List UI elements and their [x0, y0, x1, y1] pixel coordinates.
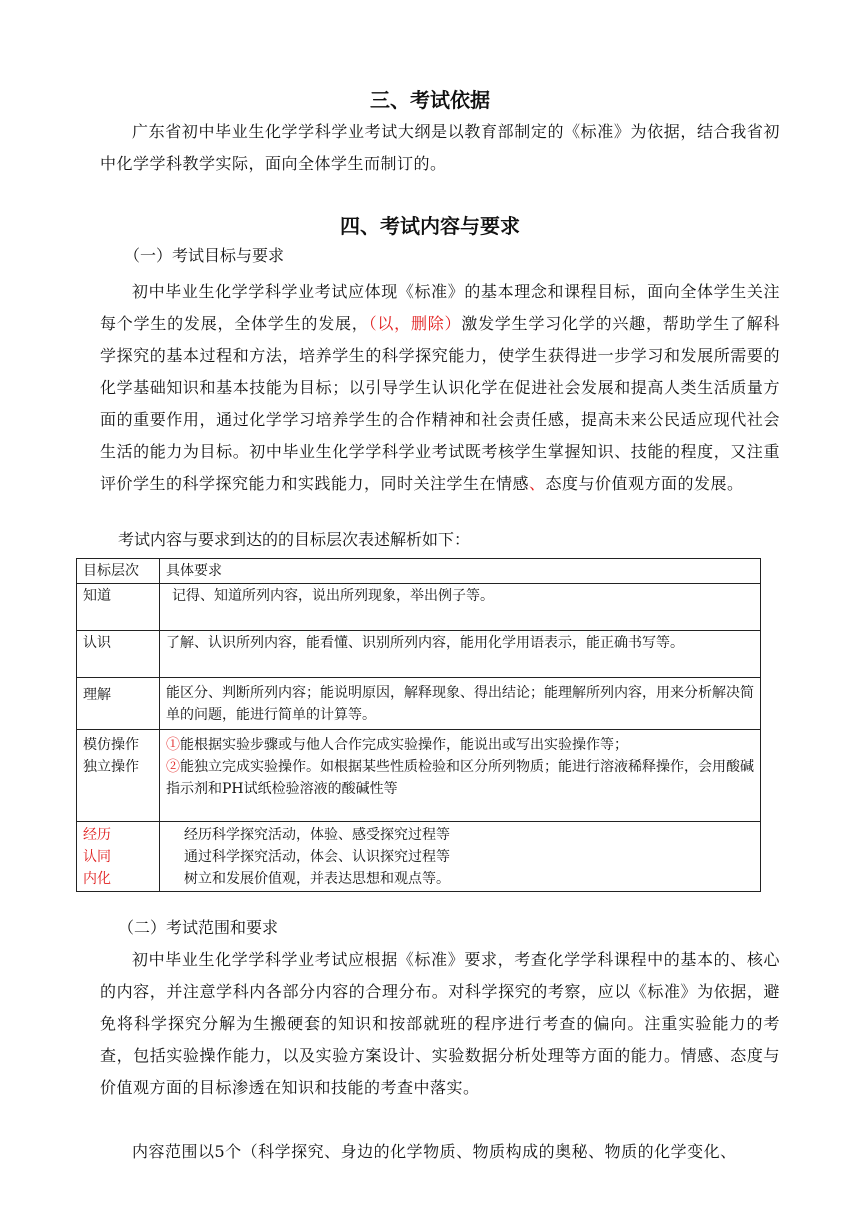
requirement-item-1: ①能根据实验步骤或与他人合作完成实验操作，能说出或写出实验操作等； — [166, 737, 628, 753]
table-intro: 考试内容与要求到达的的目标层次表述解析如下： — [118, 530, 471, 549]
requirement-cell: 了解、认识所列内容，能看懂、识别所列内容，能用化学用语表示，能正确书写等。 — [160, 631, 761, 678]
para1-text-b: 激发学生学习化学的兴趣，帮助学生了解科学探究的基本过程和方法，培养学生的科学探究能力，使学生获得进一步学习和发展所需要的化学基础知识和基本技能为目标；以引导学生认识化学在促进社会发展和提高人类生活质量方面的重要作用，通过化学学习培养学生的合作精神和社会责任感，提高未来公民适应现代社会生活的能力为目标。初中毕业生化学学科学业考试既考核学生掌握知识、技能的程度，又注重评价学生的科学探究能力和实践能力，同时关注学生在情感 — [100, 314, 780, 493]
subheading-exam-scope: （二）考试范围和要求 — [118, 918, 279, 937]
level-independent: 独立操作 — [83, 759, 139, 775]
requirement-cell — [160, 730, 761, 822]
level-cell — [77, 822, 160, 892]
level-internalize: 内化 — [83, 871, 111, 887]
section-heading-4: 四、考试内容与要求 — [340, 214, 520, 238]
section-3-paragraph: 广东省初中毕业生化学学科学业考试大纲是以教育部制定的《标准》为依据，结合我省初中化学学科教学实际，面向全体学生而制订的。 — [100, 122, 780, 173]
requirement-cell: 记得、知道所列内容，说出所列现象，举出例子等。 — [160, 584, 761, 631]
goal-level-table — [76, 558, 761, 892]
table-row — [77, 584, 761, 631]
requirement-cell: 能区分、判断所列内容；能说明原因，解释现象、得出结论；能理解所列内容，用来分析解决简单的问题，能进行简单的计算等。 — [160, 678, 761, 730]
level-identify: 认同 — [83, 849, 111, 865]
level-imitate: 模仿操作 — [83, 737, 139, 753]
table-row — [77, 730, 761, 822]
circled-number-1: ① — [166, 737, 180, 753]
para1-text-c: 态度与价值观方面的发展。 — [545, 474, 744, 493]
para1-text-a: 初中毕业生化学学科学业考试应体现《标准》的基本理念和课程目标，面向全体学生关注每个学生的发展，全体学生的发展， — [100, 282, 780, 333]
section-4-paragraph-3: 内容范围以5个（科学探究、身边的化学物质、物质构成的奥秘、物质的化学变化、 — [132, 1142, 737, 1161]
section-4-paragraph-2: 初中毕业生化学学科学业考试应根据《标准》要求，考查化学学科课程中的基本的、核心的内容，并注意学科内各部分内容的合理分布。对科学探究的考察，应以《标准》为依据，避免将科学探究分解为生搬硬套的知识和按部就班的程序进行考查的偏向。注重实验能力的考查，包括实验操作能力，以及实验方案设计、实验数据分析处理等方面的能力。情感、态度与价值观方面的目标渗透在知识和技能的考查中落实。 — [100, 950, 780, 1097]
level-experience: 经历 — [83, 827, 111, 843]
level-cell — [77, 730, 160, 822]
header-level: 目标层次 — [77, 559, 160, 584]
table-row — [77, 822, 761, 892]
red-punctuation: 、 — [529, 474, 546, 493]
table-header-row — [77, 559, 761, 584]
table-row — [77, 631, 761, 678]
level-cell: 理解 — [77, 678, 160, 730]
deletion-annotation: （以，删除） — [368, 314, 462, 333]
section-4-paragraph-1 — [100, 276, 780, 500]
level-cell: 知道 — [77, 584, 160, 631]
subheading-exam-goals: （一）考试目标与要求 — [124, 246, 285, 265]
circled-number-2: ② — [166, 759, 180, 775]
level-cell: 认识 — [77, 631, 160, 678]
section-heading-3: 三、考试依据 — [370, 88, 490, 112]
header-requirement: 具体要求 — [160, 559, 761, 584]
requirement-item-2: ②能独立完成实验操作。如根据某些性质检验和区分所列物质；能进行溶液稀释操作，会用酸碱指示剂和PH试纸检验溶液的酸碱性等 — [166, 759, 754, 797]
table-row — [77, 678, 761, 730]
requirement-cell: 经历科学探究活动，体验、感受探究过程等 通过科学探究活动，体会、认识探究过程等 树立和发展价值观，并表达思想和观点等。 — [160, 822, 761, 892]
